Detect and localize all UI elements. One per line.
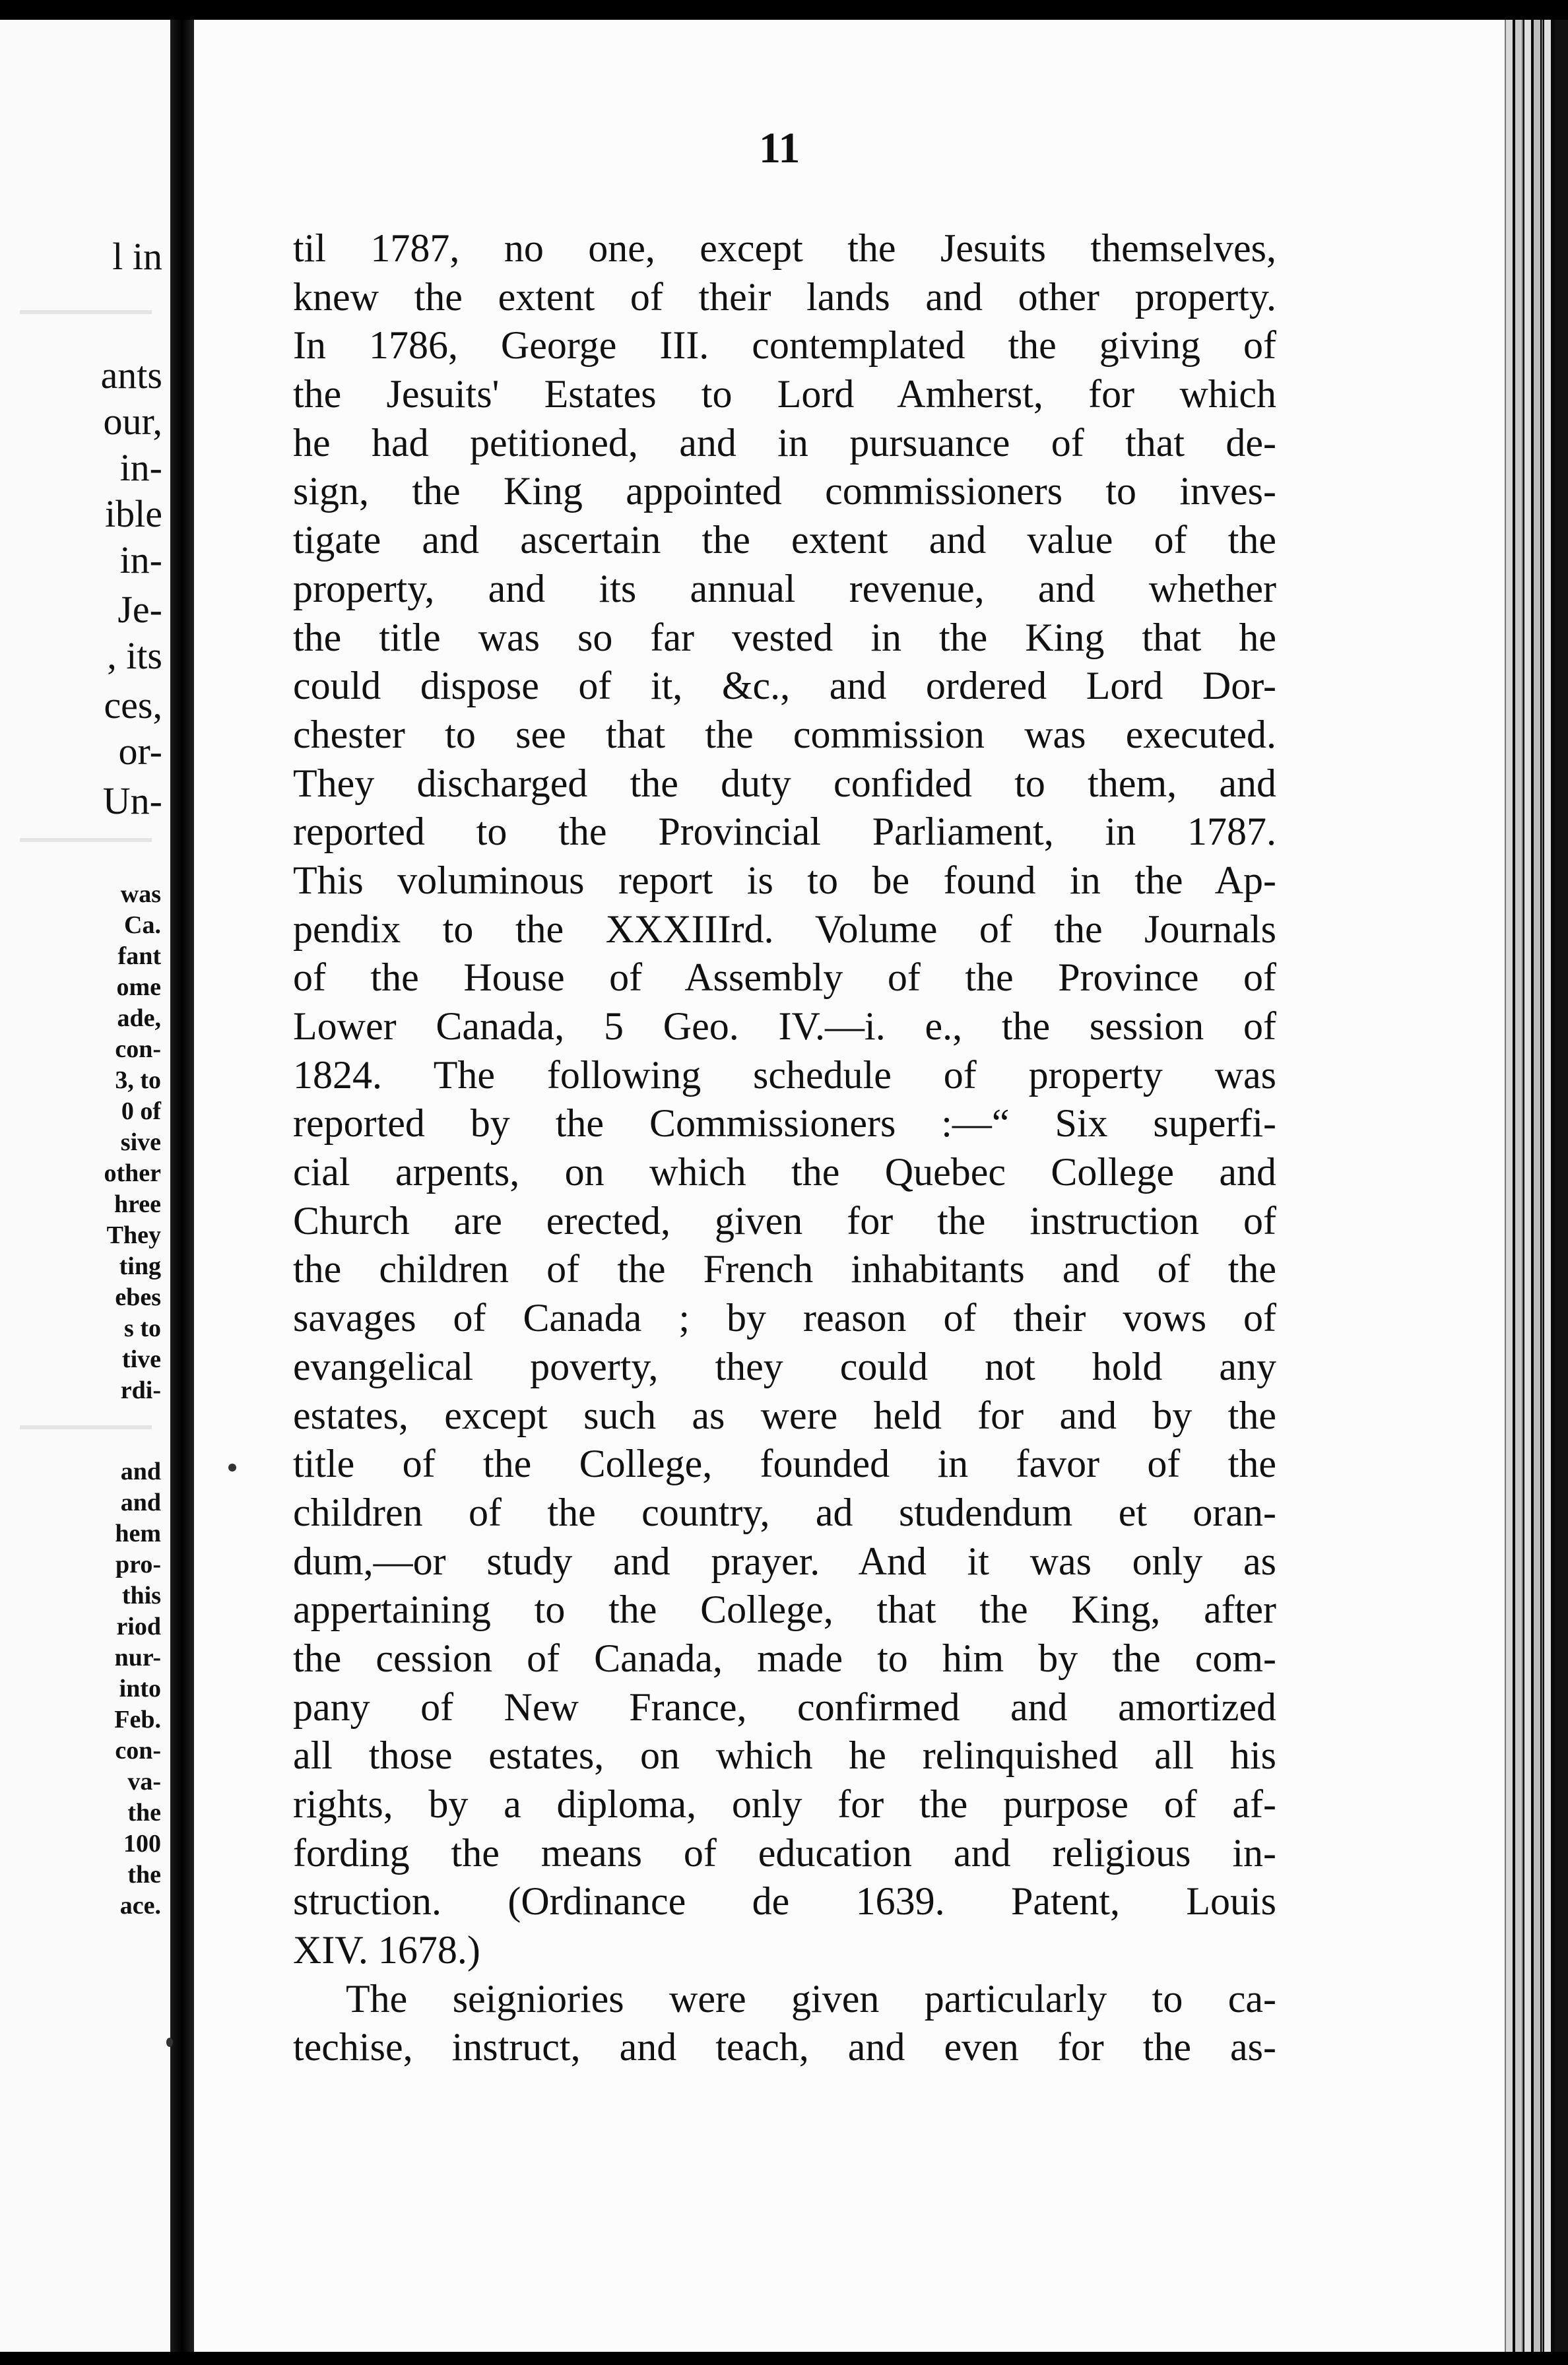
text-line: In 1786, George III. contemplated the giving of xyxy=(293,323,1276,368)
left-line: in- xyxy=(119,538,162,581)
text-line: knew the extent of their lands and other property. xyxy=(293,275,1276,319)
text-line: 1824. The following schedule of property was xyxy=(293,1053,1276,1097)
ink-speck xyxy=(228,1464,236,1472)
text-line: struction. (Ordinance de 1639. Patent, Louis xyxy=(293,1879,1276,1924)
text-line: he had petitioned, and in pursuance of that de- xyxy=(293,420,1276,465)
left-line: ade, xyxy=(117,1004,161,1032)
bleed-through-mark xyxy=(20,838,152,842)
left-line: ible xyxy=(105,492,162,535)
text-line: the children of the French inhabitants and of the xyxy=(293,1247,1276,1291)
left-line: into xyxy=(119,1675,161,1702)
left-line: our, xyxy=(103,400,162,443)
left-line: and xyxy=(120,1489,161,1516)
left-line: the xyxy=(127,1861,161,1889)
left-line: ome xyxy=(116,973,161,1001)
page-edge-stack xyxy=(1524,20,1531,2352)
page-edge-stack xyxy=(1506,20,1513,2352)
text-line: reported to the Provincial Parliament, in 1787. xyxy=(293,810,1276,854)
text-line: children of the country, ad studendum et oran- xyxy=(293,1490,1276,1534)
text-line: They discharged the duty confided to them, and xyxy=(293,761,1276,805)
text-line: savages of Canada ; by reason of their vows of xyxy=(293,1296,1276,1340)
left-line: pro- xyxy=(115,1551,161,1578)
left-line: hem xyxy=(115,1520,161,1547)
page-edge-stack xyxy=(1515,20,1522,2352)
left-line: ces, xyxy=(104,684,162,727)
text-line: chester to see that the commission was executed. xyxy=(293,712,1276,756)
text-line: the cession of Canada, made to him by the com- xyxy=(293,1636,1276,1680)
left-line: ting xyxy=(119,1252,161,1280)
text-line: til 1787, no one, except the Jesuits themselves, xyxy=(293,226,1276,270)
left-line: and xyxy=(120,1458,161,1485)
scan-border-bottom xyxy=(0,2352,1568,2365)
book-gutter xyxy=(170,20,194,2352)
left-facing-page xyxy=(0,20,170,2352)
text-line: XIV. 1678.) xyxy=(293,1928,480,1972)
text-line: estates, except such as were held for and by the xyxy=(293,1393,1276,1437)
body-text xyxy=(293,224,1276,2072)
left-line: tive xyxy=(121,1345,161,1373)
page-edge-line xyxy=(1542,20,1543,2352)
left-line: or- xyxy=(118,730,162,773)
left-line: ebes xyxy=(115,1283,161,1311)
left-line: in- xyxy=(119,446,162,489)
text-line: pany of New France, confirmed and amortized xyxy=(293,1685,1276,1729)
text-line: rights, by a diploma, only for the purpose of af- xyxy=(293,1782,1276,1826)
left-line: rdi- xyxy=(120,1377,161,1404)
page-edge-line xyxy=(1522,20,1523,2352)
left-line: 0 of xyxy=(121,1097,161,1125)
scan-border-top xyxy=(0,0,1568,20)
left-line: s to xyxy=(124,1314,161,1342)
text-line: title of the College, founded in favor of the xyxy=(293,1442,1276,1486)
left-line: ants xyxy=(100,354,162,397)
text-line: evangelical poverty, they could not hold any xyxy=(293,1344,1276,1388)
text-line: pendix to the XXXIIIrd. Volume of the Journals xyxy=(293,907,1276,951)
left-line: the xyxy=(127,1799,161,1827)
page-edge-line xyxy=(1505,20,1506,2352)
text-line: Lower Canada, 5 Geo. IV.—i. e., the session of xyxy=(293,1004,1276,1048)
left-line: other xyxy=(104,1159,161,1187)
page-edge-stack xyxy=(1555,20,1568,2352)
text-line: techise, instruct, and teach, and even for the as- xyxy=(293,2025,1276,2069)
left-line: va- xyxy=(127,1768,161,1796)
text-line: The seigniories were given particularly to ca- xyxy=(346,1976,1276,2021)
text-line: of the House of Assembly of the Province of xyxy=(293,956,1276,1000)
text-line: fording the means of education and religious in- xyxy=(293,1830,1276,1875)
left-line: con- xyxy=(115,1035,161,1063)
left-line: Un- xyxy=(102,779,162,822)
left-line: 100 xyxy=(123,1830,161,1858)
left-line: Ca. xyxy=(124,911,161,939)
text-line: all those estates, on which he relinquished all his xyxy=(293,1733,1276,1778)
text-line: This voluminous report is to be found in the Ap- xyxy=(293,858,1276,902)
left-line: con- xyxy=(115,1737,161,1765)
left-line: Feb. xyxy=(114,1706,161,1733)
left-line: l in xyxy=(112,235,162,278)
text-line: sign, the King appointed commissioners to inves- xyxy=(293,469,1276,513)
left-line: They xyxy=(106,1221,161,1249)
left-line: Je- xyxy=(117,588,162,631)
text-line: the title was so far vested in the King that he xyxy=(293,615,1276,659)
left-line: hree xyxy=(114,1190,161,1218)
left-line: 3, to xyxy=(115,1066,161,1094)
page-edge-stack xyxy=(1544,20,1551,2352)
left-line: sive xyxy=(120,1128,161,1156)
left-line: ace. xyxy=(119,1892,161,1920)
left-line: fant xyxy=(117,942,161,970)
left-line: this xyxy=(121,1582,161,1609)
ink-speck xyxy=(166,2038,173,2047)
text-line: Church are erected, given for the instruction of xyxy=(293,1198,1276,1243)
text-line: appertaining to the College, that the King, after xyxy=(293,1588,1276,1632)
page-edge-stack xyxy=(1534,20,1540,2352)
text-line: cial arpents, on which the Quebec College and xyxy=(293,1150,1276,1194)
left-line: riod xyxy=(116,1613,161,1640)
bleed-through-mark xyxy=(20,1425,152,1429)
left-line: was xyxy=(120,880,161,908)
text-line: property, and its annual revenue, and whether xyxy=(293,566,1276,610)
bleed-through-mark xyxy=(20,310,152,314)
text-line: reported by the Commissioners :—“ Six superfi- xyxy=(293,1101,1276,1146)
page-number: 11 xyxy=(759,124,800,172)
left-line: nur- xyxy=(114,1644,161,1671)
text-line: dum,—or study and prayer. And it was only as xyxy=(293,1539,1276,1583)
text-line: tigate and ascertain the extent and value of the xyxy=(293,518,1276,562)
left-line: , its xyxy=(107,634,162,677)
text-line: could dispose of it, &c., and ordered Lord Dor- xyxy=(293,664,1276,708)
text-line: the Jesuits' Estates to Lord Amherst, for which xyxy=(293,372,1276,416)
